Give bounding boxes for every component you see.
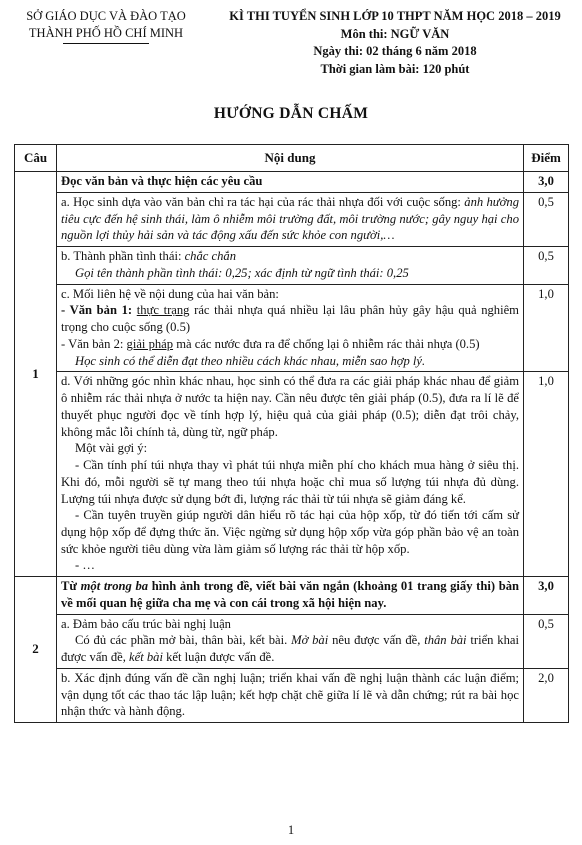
score-cell: 3,0 (524, 577, 569, 614)
answer-text: b. Thành phần tình thái: (61, 249, 185, 264)
section-text: Từ (61, 579, 81, 594)
page-title: HƯỚNG DẪN CHẤM (213, 105, 369, 122)
answer-italic: ảnh hưởng tiêu cực đến hệ sinh thái, làm ô nhiễm môi trường đất, môi trường nước; gây nguy hại cho nguồn lợi thủy hải sản và tác động xấu đến sức khỏe con người,… (61, 195, 519, 243)
table-row (15, 193, 569, 247)
answer-cell (57, 193, 524, 247)
exam-date: Ngày thi: 02 tháng 6 năm 2018 (313, 44, 477, 58)
page-number: 1 (287, 823, 295, 837)
answer-text: mà các nước đưa ra để chống lại ô nhiễm rác thải nhựa (0.5) (173, 336, 480, 351)
answer-text: triển khai được vấn đề, (61, 633, 519, 665)
answer-text: kết luận được vấn đề. (162, 650, 275, 665)
answer-italic: kết bài (129, 650, 163, 665)
section-title (57, 577, 524, 614)
answer-point: - … (75, 558, 95, 573)
section-title: Đọc văn bản và thực hiện các yêu cầu (57, 172, 524, 193)
table-row (15, 284, 569, 372)
answer-cell (57, 614, 524, 668)
table-row (15, 577, 569, 614)
answer-underlined: thực trạng (136, 303, 190, 318)
answer-cell (57, 284, 524, 372)
grading-table (14, 144, 569, 723)
answer-text: c. Mối liên hệ về nội dung của hai văn bản: (61, 286, 279, 301)
answer-note: Gọi tên thành phần tình thái: 0,25; xác định từ ngữ tình thái: 0,25 (75, 265, 409, 280)
answer-italic: thân bài (424, 633, 467, 648)
score-cell: 2,0 (524, 668, 569, 722)
exam-title: KÌ THI TUYỂN SINH LỚP 10 THPT NĂM HỌC 2018 – 2019 (229, 9, 561, 23)
answer-hint: Một vài gợi ý: (75, 441, 148, 456)
answer-text: a. Học sinh dựa vào văn bản chỉ ra tác hại của rác thải nhựa đối với cuộc sống: (61, 195, 465, 210)
answer-cell (57, 247, 524, 284)
answer-cell: b. Xác định đúng vấn đề cần nghị luận; triển khai vấn đề nghị luận thành các luận điểm; vận dụng tốt các thao tác lập luận; kết hợp chặt chẽ giữa lí lẽ và dẫn chứng; rút ra bài học nhận thức và hành động. (57, 668, 524, 722)
exam-info (212, 8, 578, 78)
score-cell: 3,0 (524, 172, 569, 193)
answer-underlined: giải pháp (126, 336, 174, 351)
answer-point: - Cần tính phí túi nhựa thay vì phát túi nhựa miễn phí cho khách mua hàng ở siêu thị. Khi đó, mỗi người sẽ tự mang theo túi nhựa hoặc chỉ mua số lượng túi nhựa đủ dùng. Lượng túi nhựa được sử dụng bớt đi, lượng rác thải từ túi nhựa sẽ giảm đáng kể. (61, 458, 519, 506)
table-row (15, 172, 569, 193)
section-italic: một trong ba (80, 579, 149, 594)
document-header (0, 8, 582, 100)
answer-text: d. Với những góc nhìn khác nhau, học sinh có thể đưa ra các giải pháp khác nhau để giảm ô nhiễm rác thải nhựa ở nước ta hiện nay. Cần nêu được tên giải pháp (0.5), đưa ra lí lẽ để thuyết phục người đọc về tính hợp lý, hiệu quả của giải pháp (0.5); diễn đạt trôi chảy, không mắc lỗi chính tả, dùng từ, ngữ pháp. (61, 374, 519, 439)
score-cell: 1,0 (524, 372, 569, 577)
answer-text: Có đủ các phần mở bài, thân bài, kết bài. (75, 633, 292, 648)
table-row (15, 247, 569, 284)
department-name: SỞ GIÁO DỤC VÀ ĐÀO TẠO (26, 9, 186, 23)
question-number: 2 (15, 577, 57, 723)
score-cell: 0,5 (524, 614, 569, 668)
table-row (15, 668, 569, 722)
header-diem: Điểm (524, 145, 569, 172)
question-number: 1 (15, 172, 57, 577)
score-cell: 1,0 (524, 284, 569, 372)
answer-text: rác thải nhựa quá nhiều lại lâu phân hủy gây hậu quả nghiêm trọng cho cuộc sống (0.5) (61, 303, 519, 335)
answer-italic: Mở bài (291, 633, 329, 648)
answer-text: - Văn bản 1: (61, 303, 137, 318)
answer-italic: chắc chắn (184, 249, 236, 264)
header-noidung: Nội dung (57, 145, 524, 172)
answer-text: nêu được vấn đề, (328, 633, 425, 648)
answer-point: - Cần tuyên truyền giúp người dân hiểu rõ tác hại của hộp xốp, từ đó tiến tới cấm sử dụng hộp xốp để đựng thức ăn. Việc ngừng sử dụng hộp xốp vừa góp phần bảo vệ an toàn sức khỏe người tiêu dùng vừa làm giảm số lượng rác thải từ hộp xốp. (61, 508, 519, 556)
answer-note: Học sinh có thể diễn đạt theo nhiều cách khác nhau, miễn sao hợp lý. (75, 353, 426, 368)
header-cau: Câu (15, 145, 57, 172)
city-name: THÀNH PHỐ HỒ CHÍ MINH (28, 25, 184, 40)
answer-text: a. Đảm bảo cấu trúc bài nghị luận (61, 616, 231, 631)
table-row (15, 614, 569, 668)
exam-subject: Môn thi: NGỮ VĂN (340, 26, 450, 41)
answer-cell (57, 372, 524, 577)
score-cell: 0,5 (524, 193, 569, 247)
issuing-authority (6, 8, 206, 44)
table-row (15, 372, 569, 577)
section-text: hình ảnh trong đề, viết bài văn ngắn (khoảng 01 trang giấy thi) bàn về mối quan hệ giữa cha mẹ và con cái trong xã hội hiện nay. (61, 579, 520, 610)
answer-text: - Văn bản 2: (61, 336, 127, 351)
exam-duration: Thời gian làm bài: 120 phút (320, 61, 470, 76)
score-cell: 0,5 (524, 247, 569, 284)
table-header-row (15, 145, 569, 172)
header-divider (63, 43, 149, 44)
